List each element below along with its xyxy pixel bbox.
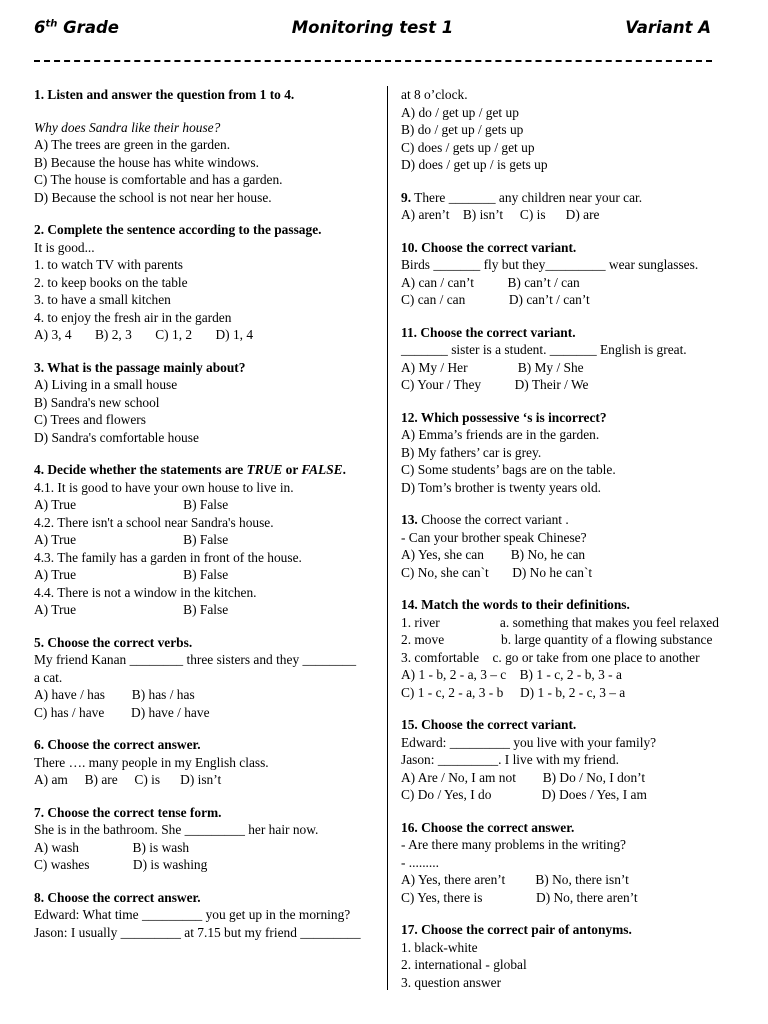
spacer [401,581,746,596]
text-line: Why does Sandra like their house? [34,119,221,135]
text-line: A) Yes, she can B) No, he can [401,547,586,562]
text-line: A) True B) False [34,602,229,617]
text-line: B) Because the house has white windows. [34,154,259,170]
spacer [401,906,746,921]
text-line: A) My / Her B) My / She [401,359,584,375]
spacer [34,619,379,634]
text-line: a cat. [34,669,63,685]
text-line: at 8 o’clock. [401,87,468,102]
text-line: There …. many people in my English class. [34,754,269,770]
question-heading: 17. Choose the correct pair of antonyms. [401,922,632,937]
spacer [34,721,379,736]
text-line: D) Tom’s brother is twenty years old. [401,479,602,495]
text-line: Jason: I usually _________ at 7.15 but my friend _________ [34,924,361,940]
question-heading: 3. What is the passage mainly about? [34,359,246,375]
text-line: D) Sandra's comfortable house [34,429,199,445]
text-line: C) Trees and flowers [34,412,146,427]
text-line: - Can your brother speak Chinese? [401,529,587,545]
text-line: 4.4. There is not a window in the kitchen. [34,584,257,600]
text-line: B) My fathers’ car is grey. [401,444,542,460]
text-line: A) do / get up / get up [401,104,519,120]
spacer [34,789,379,804]
text-line: C) does / gets up / get up [401,139,535,155]
question-heading: 12. Which possessive ‘s is incorrect? [401,409,607,425]
question-heading: 4. Decide whether the statements are TRUE or FALSE. [34,462,346,477]
question-heading: 10. Choose the correct variant. [401,239,577,255]
text-line: Edward: What time _________ you get up in the morning? [34,907,351,922]
text-line: C) Do / Yes, I do D) Does / Yes, I am [401,787,647,802]
text-line: _______ sister is a student. _______ English is great. [401,342,687,357]
text-line: 2. international - global [401,957,527,972]
text-line: 3. to have a small kitchen [34,292,171,307]
text-line: A) Emma’s friends are in the garden. [401,427,600,442]
text-line: C) 1 - c, 2 - a, 3 - b D) 1 - b, 2 - c, 3 – a [401,684,626,700]
question-heading: 5. Choose the correct verbs. [34,634,193,650]
text-line: A) can / can’t B) can’t / can [401,274,580,290]
column-divider [387,86,388,990]
text-line: - Are there many problems in the writing? [401,837,626,852]
text-line: Birds _______ fly but they_________ wear sunglasses. [401,257,699,272]
text-line: 2. move b. large quantity of a flowing substance [401,632,713,647]
text-line: A) am B) are C) is D) isn’t [34,772,222,787]
question-heading: 11. Choose the correct variant. [401,324,576,340]
question-heading: 13. Choose the correct variant . [401,512,569,527]
spacer [401,804,746,819]
text-line: 2. to keep books on the table [34,274,188,290]
text-line: B) do / get up / gets up [401,122,524,137]
text-line: Jason: _________. I live with my friend. [401,752,619,767]
text-line: C) Yes, there is D) No, there aren’t [401,889,638,905]
text-line: It is good... [34,239,95,255]
text-line: D) does / get up / is gets up [401,157,548,172]
text-line: C) Some students’ bags are on the table. [401,462,616,477]
text-line: A) have / has B) has / has [34,687,195,702]
text-line: C) can / can D) can’t / can’t [401,292,590,307]
text-line: A) The trees are green in the garden. [34,137,231,152]
text-line: A) Yes, there aren’t B) No, there isn’t [401,872,629,887]
text-line: A) True B) False [34,567,229,582]
spacer [34,344,379,359]
left-column [34,86,379,941]
spacer [34,206,379,221]
page-header [34,18,711,44]
spacer [401,309,746,324]
question-heading: 8. Choose the correct answer. [34,889,201,905]
text-line: A) wash B) is wash [34,839,190,855]
text-line: 3. comfortable c. go or take from one place to another [401,649,700,665]
text-line: C) Your / They D) Their / We [401,377,589,392]
question-heading: 9. There _______ any children near your car. [401,189,643,205]
right-column [401,86,746,991]
spacer [34,104,379,119]
text-line: My friend Kanan ________ three sisters and they ________ [34,652,357,667]
text-line: A) Are / No, I am not B) Do / No, I don’t [401,769,646,785]
text-line: A) 3, 4 B) 2, 3 C) 1, 2 D) 1, 4 [34,327,254,342]
text-line: A) aren’t B) isn’t C) is D) are [401,207,600,222]
text-line: 4.1. It is good to have your own house to live in. [34,479,294,495]
question-heading: 14. Match the words to their definitions. [401,597,630,612]
text-line: 4. to enjoy the fresh air in the garden [34,309,232,325]
text-line: A) True B) False [34,497,229,512]
text-line: She is in the bathroom. She _________ her hair now. [34,822,319,837]
text-line: 4.3. The family has a garden in front of the house. [34,549,302,565]
spacer [34,446,379,461]
spacer [401,394,746,409]
text-line: D) Because the school is not near her house. [34,189,272,205]
question-heading: 15. Choose the correct variant. [401,717,577,732]
text-line: - ......... [401,854,439,870]
question-heading: 16. Choose the correct answer. [401,819,575,835]
grade-label: 6th Grade [34,18,119,37]
spacer [401,174,746,189]
text-line: 1. river a. something that makes you feel relaxed [401,614,719,630]
question-heading: 6. Choose the correct answer. [34,737,201,752]
spacer [401,701,746,716]
question-heading: 7. Choose the correct tense form. [34,804,222,820]
text-line: 1. to watch TV with parents [34,257,184,272]
question-heading: 2. Complete the sentence according to the passage. [34,222,322,237]
text-line: B) Sandra's new school [34,394,160,410]
text-line: C) washes D) is washing [34,857,208,872]
text-line: Edward: _________ you live with your family? [401,734,657,750]
text-line: C) has / have D) have / have [34,704,210,720]
text-line: C) The house is comfortable and has a garden. [34,172,283,187]
test-title: Monitoring test 1 [291,18,454,37]
text-line: A) Living in a small house [34,377,178,392]
text-line: 3. question answer [401,974,502,990]
text-line: A) 1 - b, 2 - a, 3 – c B) 1 - c, 2 - b, 3 - a [401,667,622,682]
text-line: 4.2. There isn't a school near Sandra's house. [34,514,274,530]
spacer [34,874,379,889]
question-heading: 1. Listen and answer the question from 1 to 4. [34,87,295,102]
spacer [401,224,746,239]
text-line: A) True B) False [34,532,229,547]
text-line: C) No, she can`t D) No he can`t [401,564,593,580]
dashed-divider [34,60,712,62]
variant-label: Variant A [625,18,711,37]
text-line: 1. black-white [401,939,478,955]
spacer [401,496,746,511]
